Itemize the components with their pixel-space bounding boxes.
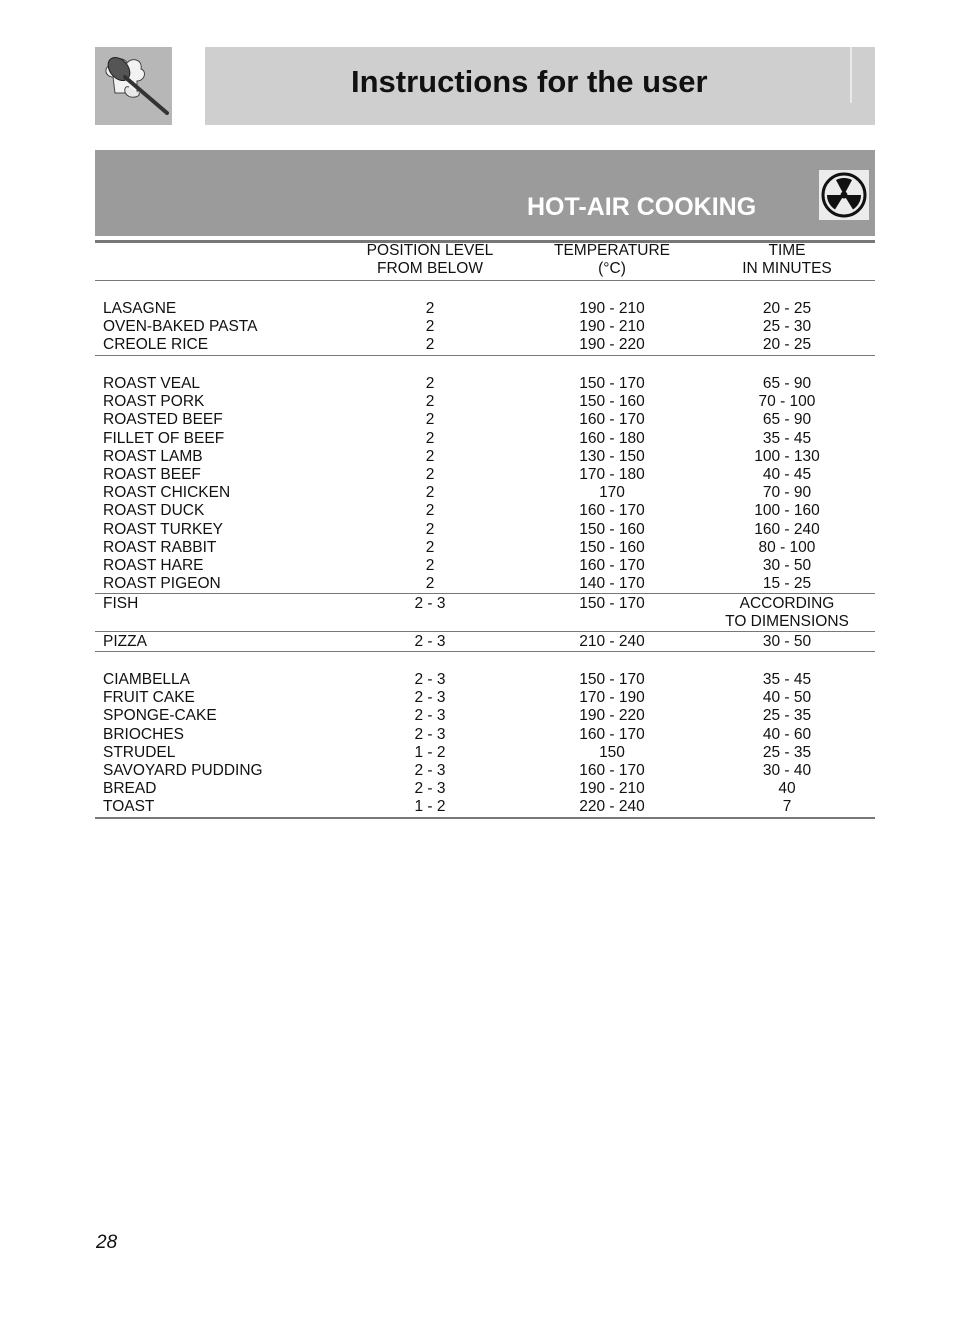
dish-cell: ROAST LAMB bbox=[103, 447, 203, 465]
column-header-time: TIME IN MINUTES bbox=[742, 242, 832, 277]
time-cell: 100 - 130 bbox=[754, 447, 820, 465]
table-row bbox=[95, 726, 875, 744]
time-cell: 35 - 45 bbox=[762, 429, 812, 447]
page-number: 28 bbox=[96, 1232, 118, 1253]
position-cell: 2 - 3 bbox=[414, 762, 446, 779]
table-row bbox=[95, 430, 875, 448]
table-row bbox=[95, 798, 875, 816]
position-cell: 2 - 3 bbox=[414, 780, 446, 798]
position-cell: 2 bbox=[425, 318, 435, 336]
time-cell: 25 - 35 bbox=[762, 707, 812, 725]
position-cell: 2 - 3 bbox=[414, 595, 446, 612]
position-cell: 2 bbox=[425, 393, 435, 411]
table-row bbox=[95, 780, 875, 798]
table-row bbox=[95, 375, 875, 393]
position-cell: 2 bbox=[425, 575, 435, 593]
group-rule bbox=[95, 651, 875, 652]
table-bottom-rule bbox=[95, 817, 875, 819]
temperature-cell: 220 - 240 bbox=[579, 798, 645, 816]
time-cell: 25 - 30 bbox=[762, 318, 812, 336]
temperature-cell: 210 - 240 bbox=[579, 633, 645, 650]
time-cell: 20 - 25 bbox=[762, 300, 812, 317]
chef-spoon-logo-icon bbox=[95, 47, 172, 125]
table-row bbox=[95, 671, 875, 689]
position-cell: 2 - 3 bbox=[414, 633, 446, 650]
dish-cell: OVEN-BAKED PASTA bbox=[103, 318, 258, 336]
temperature-cell: 190 - 220 bbox=[579, 707, 645, 725]
table-row bbox=[95, 466, 875, 484]
table-row bbox=[95, 502, 875, 520]
column-header-temperature: TEMPERATURE (°C) bbox=[554, 242, 670, 277]
time-cell: 40 - 45 bbox=[762, 466, 812, 483]
time-cell: 35 - 45 bbox=[762, 671, 812, 688]
dish-cell: TOAST bbox=[103, 798, 155, 816]
time-cell: 65 - 90 bbox=[762, 375, 812, 392]
dish-cell: ROAST RABBIT bbox=[103, 538, 217, 556]
table-row bbox=[95, 575, 875, 593]
position-cell: 2 bbox=[425, 411, 435, 429]
temperature-cell: 150 - 170 bbox=[579, 595, 645, 612]
temperature-cell: 150 - 160 bbox=[579, 393, 645, 411]
time-cell: 7 bbox=[782, 798, 792, 816]
temperature-cell: 190 - 220 bbox=[579, 336, 645, 354]
temperature-cell: 160 - 170 bbox=[579, 557, 645, 574]
temperature-cell: 150 - 160 bbox=[579, 538, 645, 556]
dish-cell: ROAST VEAL bbox=[103, 375, 201, 392]
dish-cell: ROAST HARE bbox=[103, 557, 204, 574]
time-cell: 100 - 160 bbox=[754, 502, 820, 520]
table-row bbox=[95, 336, 875, 354]
table-row bbox=[95, 539, 875, 557]
position-cell: 2 - 3 bbox=[414, 689, 446, 707]
dish-cell: SAVOYARD PUDDING bbox=[103, 762, 263, 779]
time-cell: 25 - 35 bbox=[762, 743, 812, 761]
time-cell: 65 - 90 bbox=[762, 411, 812, 429]
dish-cell: ROAST PORK bbox=[103, 393, 205, 411]
table-row bbox=[95, 318, 875, 336]
fan-icon bbox=[819, 170, 869, 220]
position-cell: 1 - 2 bbox=[414, 743, 446, 761]
dish-cell: LASAGNE bbox=[103, 300, 177, 317]
table-row bbox=[95, 707, 875, 725]
temperature-cell: 160 - 170 bbox=[579, 762, 645, 779]
dish-cell: SPONGE-CAKE bbox=[103, 707, 217, 725]
temperature-cell: 140 - 170 bbox=[579, 575, 645, 593]
time-cell: TO DIMENSIONS bbox=[725, 613, 849, 631]
time-cell: 30 - 50 bbox=[762, 633, 812, 650]
header-bar bbox=[205, 47, 875, 125]
temperature-cell: 190 - 210 bbox=[579, 300, 645, 317]
group-rule bbox=[95, 355, 875, 356]
time-cell: 160 - 240 bbox=[754, 520, 820, 538]
position-cell: 2 bbox=[425, 300, 435, 317]
table-row bbox=[95, 393, 875, 411]
time-cell: 15 - 25 bbox=[762, 575, 812, 593]
temperature-cell: 130 - 150 bbox=[579, 447, 645, 465]
time-cell: 70 - 90 bbox=[762, 484, 812, 502]
dish-cell: CREOLE RICE bbox=[103, 336, 209, 354]
table-row bbox=[95, 689, 875, 707]
temperature-cell: 170 - 180 bbox=[579, 466, 645, 483]
table-row bbox=[95, 762, 875, 780]
temperature-cell: 160 - 170 bbox=[579, 411, 645, 429]
time-cell: 40 - 60 bbox=[762, 725, 812, 743]
table-row bbox=[95, 595, 875, 613]
temperature-cell: 160 - 170 bbox=[579, 725, 645, 743]
logo bbox=[95, 47, 172, 125]
table-row bbox=[95, 521, 875, 539]
position-cell: 2 - 3 bbox=[414, 707, 446, 725]
time-cell: 40 bbox=[778, 780, 796, 798]
table-row bbox=[95, 411, 875, 429]
dish-cell: BRIOCHES bbox=[103, 725, 184, 743]
table-row bbox=[95, 557, 875, 575]
temperature-cell: 190 - 210 bbox=[579, 318, 645, 336]
table-row bbox=[95, 613, 875, 631]
temperature-cell: 150 bbox=[599, 743, 625, 761]
position-cell: 2 - 3 bbox=[414, 725, 446, 743]
position-cell: 2 bbox=[425, 520, 435, 538]
header-rule bbox=[95, 280, 875, 281]
dish-cell: ROAST CHICKEN bbox=[103, 484, 231, 502]
dish-cell: STRUDEL bbox=[103, 743, 176, 761]
column-header-position: POSITION LEVEL FROM BELOW bbox=[366, 242, 494, 277]
dish-cell: ROAST PIGEON bbox=[103, 575, 221, 593]
time-cell: 30 - 50 bbox=[762, 557, 812, 574]
table-row bbox=[95, 633, 875, 651]
time-cell: 70 - 100 bbox=[758, 393, 816, 411]
section-banner bbox=[95, 150, 875, 236]
temperature-cell: 170 - 190 bbox=[579, 689, 645, 707]
dish-cell: ROASTED BEEF bbox=[103, 411, 223, 429]
position-cell: 2 - 3 bbox=[414, 671, 446, 688]
temperature-cell: 190 - 210 bbox=[579, 780, 645, 798]
temperature-cell: 150 - 170 bbox=[579, 671, 645, 688]
time-cell: 30 - 40 bbox=[762, 762, 812, 779]
dish-cell: ROAST BEEF bbox=[103, 466, 201, 483]
dish-cell: PIZZA bbox=[103, 633, 147, 650]
header-divider bbox=[850, 47, 852, 103]
temperature-cell: 170 bbox=[599, 484, 625, 502]
temperature-cell: 150 - 160 bbox=[579, 520, 645, 538]
position-cell: 2 bbox=[425, 429, 435, 447]
dish-cell: FRUIT CAKE bbox=[103, 689, 195, 707]
page-title: Instructions for the user bbox=[351, 64, 708, 99]
table-row bbox=[95, 448, 875, 466]
dish-cell: FILLET OF BEEF bbox=[103, 429, 225, 447]
position-cell: 2 bbox=[425, 375, 435, 392]
time-cell: 80 - 100 bbox=[758, 538, 816, 556]
dish-cell: CIAMBELLA bbox=[103, 671, 191, 688]
dish-cell: ROAST DUCK bbox=[103, 502, 205, 520]
temperature-cell: 160 - 170 bbox=[579, 502, 645, 520]
dish-cell: FISH bbox=[103, 595, 139, 612]
table-row bbox=[95, 744, 875, 762]
position-cell: 2 bbox=[425, 336, 435, 354]
table-row bbox=[95, 484, 875, 502]
dish-cell: ROAST TURKEY bbox=[103, 520, 224, 538]
position-cell: 2 bbox=[425, 466, 435, 483]
section-title: HOT-AIR COOKING bbox=[527, 193, 757, 221]
position-cell: 2 bbox=[425, 538, 435, 556]
time-cell: ACCORDING bbox=[739, 595, 835, 612]
position-cell: 2 bbox=[425, 484, 435, 502]
position-cell: 1 - 2 bbox=[414, 798, 446, 816]
temperature-cell: 160 - 180 bbox=[579, 429, 645, 447]
position-cell: 2 bbox=[425, 447, 435, 465]
dish-cell: BREAD bbox=[103, 780, 157, 798]
temperature-cell: 150 - 170 bbox=[579, 375, 645, 392]
time-cell: 20 - 25 bbox=[762, 336, 812, 354]
table-row bbox=[95, 300, 875, 318]
position-cell: 2 bbox=[425, 502, 435, 520]
time-cell: 40 - 50 bbox=[762, 689, 812, 707]
position-cell: 2 bbox=[425, 557, 435, 574]
